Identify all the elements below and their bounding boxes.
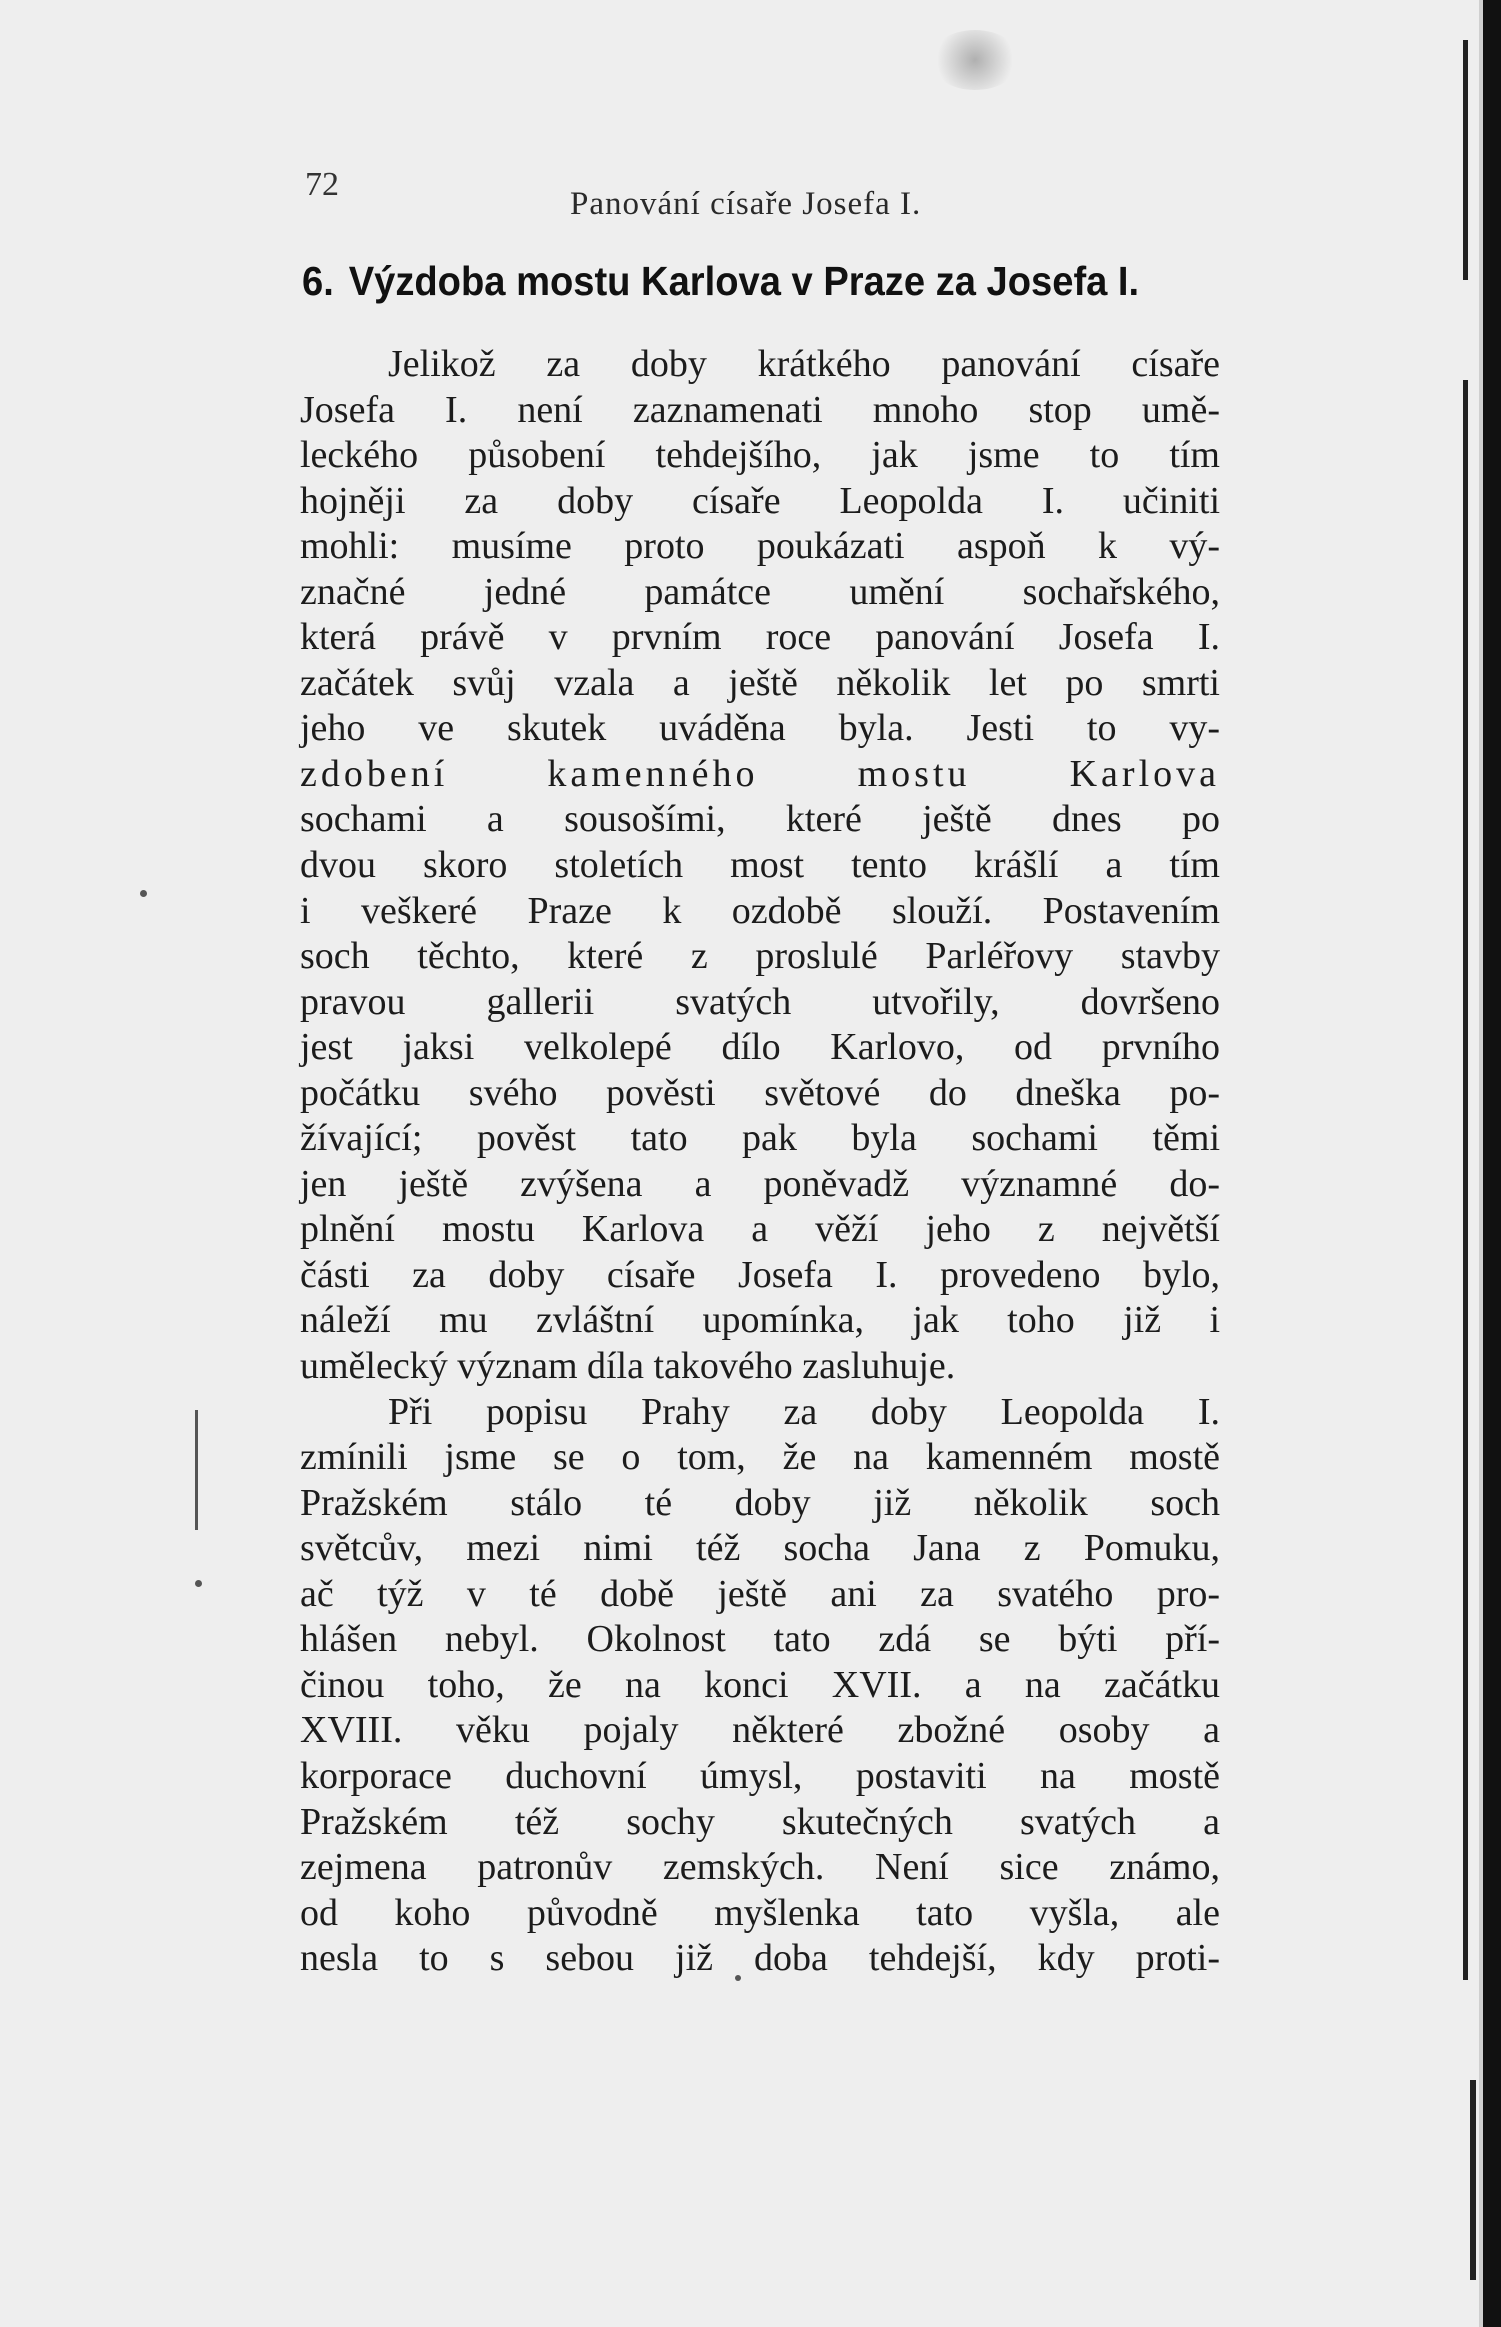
text-line: umělecký význam díla takového zasluhuje. <box>300 1345 956 1388</box>
text-line: hojněji za doby císaře Leopolda I. učiniti <box>300 479 1220 522</box>
section-title-text: Výzdoba mostu Karlova v Praze za Josefa I. <box>348 258 1140 304</box>
text-line: začátek svůj vzala a ještě několik let po smrti <box>300 661 1220 704</box>
text-line: soch těchto, které z proslulé Parléřovy stavby <box>300 935 1220 978</box>
section-number: 6. <box>302 258 334 304</box>
text-line: počátku svého pověsti světové do dneška po- <box>300 1071 1220 1114</box>
text-line: Při popisu Prahy za doby Leopolda I. <box>388 1390 1220 1433</box>
text-line: nesla to s sebou již doba tehdejší, kdy proti- <box>300 1937 1220 1980</box>
running-head: Panování císaře Josefa I. <box>570 186 922 222</box>
text-line: Pražském též sochy skutečných svatých a <box>300 1800 1220 1843</box>
text-line: která právě v prvním roce panování Josefa I. <box>300 616 1220 659</box>
text-line: Josefa I. není zaznamenati mnoho stop umě- <box>300 388 1220 431</box>
text-line: náleží mu zvláštní upomínka, jak toho již i <box>300 1299 1220 1342</box>
margin-dot <box>195 1580 202 1587</box>
text-line: žívající; pověst tato pak byla sochami těmi <box>300 1117 1220 1160</box>
text-line: hlášen nebyl. Okolnost tato zdá se býti pří- <box>300 1618 1220 1661</box>
text-line: Jelikož za doby krátkého panování císaře <box>388 343 1220 385</box>
binding-shadow-lower <box>1470 2080 1476 2280</box>
text-line: značné jedné památce umění sochařského, <box>300 570 1220 613</box>
text-line: jest jaksi velkolepé dílo Karlovo, od prvního <box>300 1026 1220 1069</box>
margin-dot <box>140 890 147 897</box>
text-line: zmínili jsme se o tom, že na kamenném mostě <box>300 1436 1220 1479</box>
text-line: pravou gallerii svatých utvořily, dovršeno <box>300 980 1220 1023</box>
section-title <box>302 258 1139 305</box>
ink-smudge <box>930 30 1020 90</box>
body-text <box>300 342 1220 1982</box>
scanner-edge <box>1483 0 1501 2327</box>
text-line: Pražském stálo té doby již několik soch <box>300 1481 1220 1524</box>
text-line: korporace duchovní úmysl, postaviti na mostě <box>300 1754 1220 1797</box>
text-line: světcův, mezi nimi též socha Jana z Pomuku, <box>300 1527 1220 1570</box>
text-line: mohli: musíme proto poukázati aspoň k vý- <box>300 525 1220 568</box>
text-line: plnění mostu Karlova a věží jeho z největší <box>300 1208 1220 1251</box>
text-line: XVIII. věku pojaly některé zbožné osoby a <box>300 1709 1220 1752</box>
text-line: od koho původně myšlenka tato vyšla, ale <box>300 1891 1220 1934</box>
text-line: zdobení kamenného mostu Karlova <box>300 752 1220 795</box>
margin-mark <box>195 1410 198 1530</box>
page-number: 72 <box>305 166 339 203</box>
text-line: sochami a sousošími, které ještě dnes po <box>300 798 1220 841</box>
text-line: činou toho, že na konci XVII. a na začátku <box>300 1663 1220 1706</box>
binding-shadow <box>1463 380 1468 1980</box>
text-line: jen ještě zvýšena a poněvadž významné do- <box>300 1162 1220 1205</box>
text-line: jeho ve skutek uváděna byla. Jesti to vy- <box>300 707 1220 750</box>
text-line: leckého působení tehdejšího, jak jsme to tím <box>300 434 1220 477</box>
text-line: i veškeré Praze k ozdobě slouží. Postavením <box>300 889 1220 932</box>
text-line: dvou skoro stoletích most tento krášlí a tím <box>300 844 1220 887</box>
text-line: zejmena patronův zemských. Není sice známo, <box>300 1846 1220 1889</box>
text-line: části za doby císaře Josefa I. provedeno bylo, <box>300 1253 1220 1296</box>
binding-shadow-upper <box>1463 40 1468 280</box>
text-line: ač týž v té době ještě ani za svatého pro- <box>300 1572 1220 1615</box>
